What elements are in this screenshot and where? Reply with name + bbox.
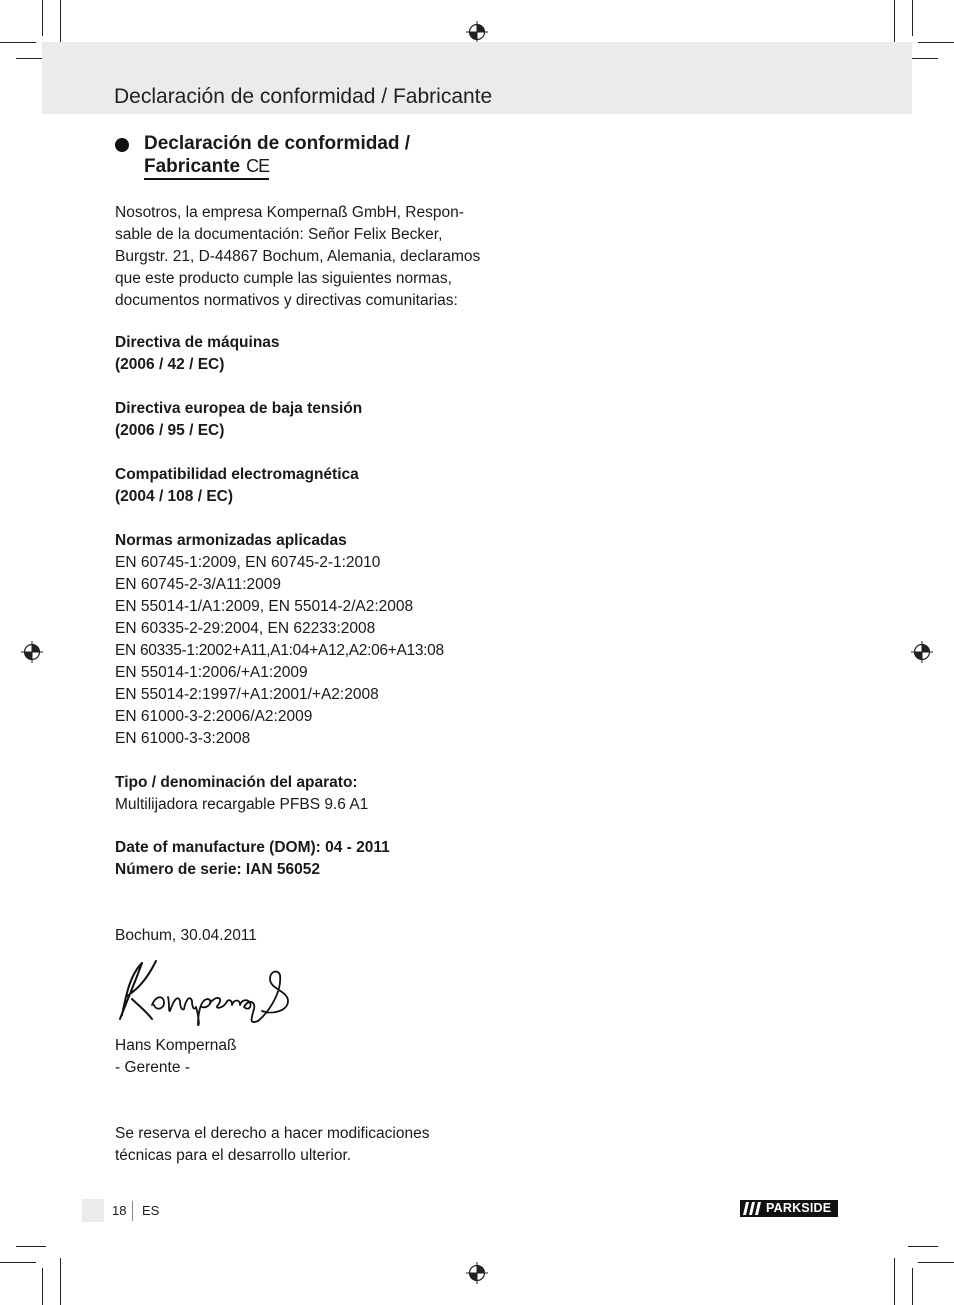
standard-item: EN 60745-2-3/A11:2009 [115, 576, 282, 593]
crop-mark [912, 1268, 913, 1305]
signatory [115, 1035, 485, 1079]
crop-mark [60, 1258, 61, 1305]
manufacture-info [115, 837, 485, 881]
crop-mark [0, 42, 36, 43]
crop-mark [0, 1262, 36, 1263]
crop-mark [42, 0, 43, 36]
standard-item: EN 55014-1:2006/+A1:2009 [115, 664, 308, 681]
disclaimer [115, 1123, 485, 1167]
standard-item: EN 61000-3-2:2006/A2:2009 [115, 708, 313, 725]
ce-mark-icon: CE [246, 156, 270, 176]
crop-mark [60, 0, 61, 46]
crop-mark [894, 1258, 895, 1305]
section-heading-text [144, 133, 410, 180]
crop-mark [918, 42, 954, 43]
intro-line: sable de la documentación: Señor Felix Becker, [115, 226, 443, 243]
crop-mark [42, 1268, 43, 1305]
brand-name: PARKSIDE [766, 1201, 832, 1215]
standard-item: EN 60335-2-29:2004, EN 62233:2008 [115, 620, 376, 637]
brand-stripes-icon [742, 1200, 762, 1217]
directive-name: Compatibilidad electromagnética [115, 466, 359, 483]
directive-emc [115, 464, 485, 508]
registration-mark-icon [466, 21, 488, 43]
manufacture-date: Date of manufacture (DOM): 04 - 2011 [115, 839, 390, 856]
standard-item: EN 61000-3-3:2008 [115, 730, 251, 747]
directive-low-voltage [115, 398, 485, 442]
signatory-name: Hans Kompernaß [115, 1037, 237, 1054]
directive-code: (2006 / 42 / EC) [115, 356, 225, 373]
crop-mark [908, 58, 938, 59]
standard-item: EN 60335-1:2002+A11,A1:04+A12,A2:06+A13:08 [115, 642, 444, 659]
standard-item: EN 60745-1:2009, EN 60745-2-1:2010 [115, 554, 381, 571]
signatory-role: - Gerente - [115, 1059, 190, 1076]
crop-mark [16, 1246, 46, 1247]
page-number: 18 [112, 1203, 127, 1218]
brand-logo [740, 1200, 838, 1217]
intro-line: que este producto cumple las siguientes normas, [115, 270, 452, 287]
crop-mark [894, 0, 895, 46]
section-heading-line2 [144, 155, 269, 180]
crop-mark [908, 1246, 938, 1247]
place-date: Bochum, 30.04.2011 [115, 927, 257, 944]
section-heading-line1: Declaración de conformidad / [144, 133, 411, 154]
registration-mark-icon [21, 641, 43, 663]
standard-item: EN 55014-2:1997/+A1:2001/+A2:2008 [115, 686, 379, 703]
standards-title: Normas armonizadas aplicadas [115, 532, 347, 549]
directive-name: Directiva de máquinas [115, 334, 280, 351]
footer-page-box [82, 1199, 104, 1222]
bullet-icon [115, 138, 129, 152]
standard-item: EN 55014-1/A1:2009, EN 55014-2/A2:2008 [115, 598, 414, 615]
directive-code: (2006 / 95 / EC) [115, 422, 225, 439]
intro-line: Burgstr. 21, D-44867 Bochum, Alemania, declaramos [115, 248, 481, 265]
registration-mark-icon [466, 1262, 488, 1284]
device-type [115, 772, 485, 816]
device-type-value: Multilijadora recargable PFBS 9.6 A1 [115, 796, 369, 813]
language-code: ES [142, 1203, 160, 1218]
directive-code: (2004 / 108 / EC) [115, 488, 234, 505]
page-title: Declaración de conformidad / Fabricante [114, 85, 493, 108]
footer-divider [132, 1201, 133, 1221]
disclaimer-line: técnicas para el desarrollo ulterior. [115, 1147, 352, 1164]
serial-number: Número de serie: IAN 56052 [115, 861, 321, 878]
intro-line: documentos normativos y directivas comunitarias: [115, 292, 458, 309]
disclaimer-line: Se reserva el derecho a hacer modificaciones [115, 1125, 430, 1142]
harmonized-standards [115, 530, 485, 750]
section-heading-line2-text: Fabricante [144, 156, 241, 177]
intro-paragraph [115, 202, 485, 312]
device-type-label: Tipo / denominación del aparato: [115, 774, 358, 791]
crop-mark [918, 1262, 954, 1263]
registration-mark-icon [911, 641, 933, 663]
directive-machines [115, 332, 485, 376]
intro-line: Nosotros, la empresa Kompernaß GmbH, Respon- [115, 204, 464, 221]
directive-name: Directiva europea de baja tensión [115, 400, 363, 417]
crop-mark [912, 0, 913, 36]
signature-image [112, 955, 292, 1027]
